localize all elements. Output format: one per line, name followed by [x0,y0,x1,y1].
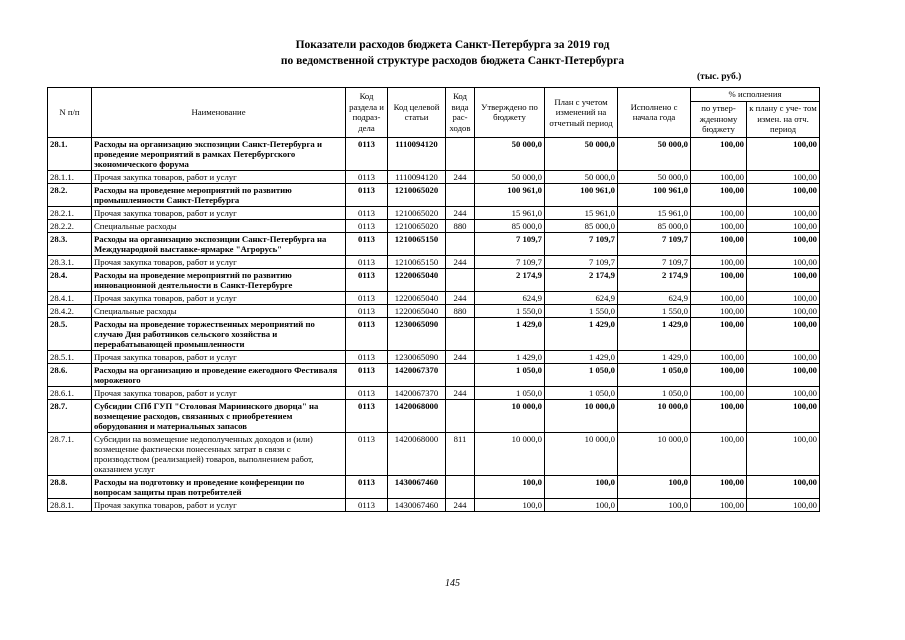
row-razdel-code: 0113 [346,268,388,291]
row-name: Прочая закупка товаров, работ и услуг [92,350,346,363]
row-executed: 50 000,0 [618,170,691,183]
row-number: 28.7. [48,399,92,432]
row-vid-code [446,183,475,206]
row-razdel-code: 0113 [346,170,388,183]
table-row [48,304,820,317]
row-pct-approved: 100,00 [691,268,747,291]
row-pct-plan: 100,00 [747,137,820,170]
row-statya-code: 1210065150 [388,232,446,255]
row-pct-approved: 100,00 [691,432,747,475]
row-executed: 1 429,0 [618,350,691,363]
units-label: (тыс. руб.) [697,72,742,82]
row-pct-plan: 100,00 [747,399,820,432]
row-executed: 15 961,0 [618,206,691,219]
row-pct-plan: 100,00 [747,350,820,363]
row-approved: 100,0 [475,475,545,498]
row-vid-code: 880 [446,304,475,317]
header-pct-group: % исполнения [691,88,820,102]
row-number: 28.5.1. [48,350,92,363]
table-row [48,268,820,291]
header-plan: План с учетом изменений на отчетный период [545,88,618,138]
row-vid-code: 244 [446,498,475,511]
row-razdel-code: 0113 [346,386,388,399]
row-approved: 85 000,0 [475,219,545,232]
row-approved: 1 550,0 [475,304,545,317]
row-number: 28.1. [48,137,92,170]
row-approved: 100,0 [475,498,545,511]
row-plan: 100,0 [545,475,618,498]
row-number: 28.6.1. [48,386,92,399]
row-vid-code: 244 [446,386,475,399]
table-row [48,137,820,170]
table-row [48,317,820,350]
header-name: Наименование [92,88,346,138]
row-approved: 1 429,0 [475,317,545,350]
row-number: 28.8. [48,475,92,498]
table-row [48,498,820,511]
row-pct-approved: 100,00 [691,350,747,363]
row-pct-approved: 100,00 [691,183,747,206]
row-executed: 1 050,0 [618,363,691,386]
row-statya-code: 1210065150 [388,255,446,268]
row-plan: 50 000,0 [545,170,618,183]
header-vid: Код вида рас- ходов [446,88,475,138]
row-razdel-code: 0113 [346,206,388,219]
row-vid-code: 244 [446,255,475,268]
row-plan: 7 109,7 [545,255,618,268]
row-plan: 100 961,0 [545,183,618,206]
row-executed: 624,9 [618,291,691,304]
row-pct-plan: 100,00 [747,219,820,232]
row-statya-code: 1430067460 [388,475,446,498]
row-razdel-code: 0113 [346,317,388,350]
row-razdel-code: 0113 [346,304,388,317]
row-statya-code: 1110094120 [388,137,446,170]
row-pct-approved: 100,00 [691,475,747,498]
row-name: Прочая закупка товаров, работ и услуг [92,498,346,511]
row-pct-approved: 100,00 [691,317,747,350]
row-name: Расходы на организацию и проведение ежегодного Фестиваля мороженого [92,363,346,386]
row-name: Прочая закупка товаров, работ и услуг [92,255,346,268]
row-razdel-code: 0113 [346,291,388,304]
table-row [48,363,820,386]
row-vid-code: 880 [446,219,475,232]
row-statya-code: 1420068000 [388,432,446,475]
row-pct-approved: 100,00 [691,498,747,511]
row-pct-approved: 100,00 [691,304,747,317]
report-title: Показатели расходов бюджета Санкт-Петербурга за 2019 год [295,39,610,51]
row-statya-code: 1220065040 [388,291,446,304]
row-razdel-code: 0113 [346,232,388,255]
row-executed: 100,0 [618,475,691,498]
row-executed: 100 961,0 [618,183,691,206]
row-name: Прочая закупка товаров, работ и услуг [92,386,346,399]
row-statya-code: 1420067370 [388,363,446,386]
row-pct-plan: 100,00 [747,475,820,498]
report-subtitle: по ведомственной структуре расходов бюджета Санкт-Петербурга [280,55,625,67]
row-number: 28.4.1. [48,291,92,304]
row-executed: 7 109,7 [618,255,691,268]
row-razdel-code: 0113 [346,183,388,206]
row-vid-code [446,317,475,350]
row-pct-approved: 100,00 [691,386,747,399]
table-body [48,137,820,511]
row-name: Расходы на организацию экспозиции Санкт-Петербурга на Международной выставке-ярмарке "Агрорусь" [92,232,346,255]
row-razdel-code: 0113 [346,432,388,475]
row-vid-code [446,232,475,255]
row-number: 28.4. [48,268,92,291]
row-pct-plan: 100,00 [747,317,820,350]
row-plan: 1 050,0 [545,363,618,386]
row-statya-code: 1210065020 [388,183,446,206]
row-executed: 2 174,9 [618,268,691,291]
row-plan: 624,9 [545,291,618,304]
row-pct-plan: 100,00 [747,232,820,255]
row-number: 28.3.1. [48,255,92,268]
page-number: 145 [445,578,460,589]
row-approved: 100 961,0 [475,183,545,206]
row-pct-plan: 100,00 [747,498,820,511]
row-name: Специальные расходы [92,219,346,232]
row-statya-code: 1430067460 [388,498,446,511]
table-row [48,350,820,363]
row-pct-plan: 100,00 [747,268,820,291]
row-number: 28.1.1. [48,170,92,183]
row-plan: 100,0 [545,498,618,511]
table-row [48,432,820,475]
table-row [48,170,820,183]
row-statya-code: 1230065090 [388,317,446,350]
row-name: Расходы на организацию экспозиции Санкт-Петербурга и проведение мероприятий в рамках Петербургского экономического форума [92,137,346,170]
row-pct-approved: 100,00 [691,206,747,219]
row-approved: 2 174,9 [475,268,545,291]
row-number: 28.5. [48,317,92,350]
row-name: Субсидии на возмещение недополученных доходов и (или) возмещение фактически понесенных затрат в связи с производством (реализацией) товаров, выполнением работ, оказанием услуг [92,432,346,475]
row-vid-code: 244 [446,206,475,219]
row-razdel-code: 0113 [346,255,388,268]
row-pct-plan: 100,00 [747,386,820,399]
row-approved: 7 109,7 [475,255,545,268]
row-razdel-code: 0113 [346,475,388,498]
row-razdel-code: 0113 [346,399,388,432]
header-pct-plan: к плану с уче- том измен. на отч. период [747,101,820,137]
row-name: Прочая закупка товаров, работ и услуг [92,170,346,183]
row-plan: 85 000,0 [545,219,618,232]
table-row [48,255,820,268]
row-pct-approved: 100,00 [691,363,747,386]
table-row [48,206,820,219]
header-razdel: Код раздела и подраз- дела [346,88,388,138]
row-pct-approved: 100,00 [691,399,747,432]
row-approved: 1 050,0 [475,386,545,399]
row-approved: 15 961,0 [475,206,545,219]
row-executed: 10 000,0 [618,432,691,475]
row-number: 28.7.1. [48,432,92,475]
row-pct-approved: 100,00 [691,255,747,268]
table-row [48,291,820,304]
row-vid-code: 244 [446,350,475,363]
row-plan: 15 961,0 [545,206,618,219]
row-executed: 1 050,0 [618,386,691,399]
row-plan: 1 050,0 [545,386,618,399]
row-number: 28.3. [48,232,92,255]
table-row [48,219,820,232]
row-plan: 10 000,0 [545,432,618,475]
row-number: 28.4.2. [48,304,92,317]
row-statya-code: 1210065020 [388,206,446,219]
row-approved: 624,9 [475,291,545,304]
row-plan: 50 000,0 [545,137,618,170]
row-number: 28.6. [48,363,92,386]
row-executed: 1 429,0 [618,317,691,350]
row-pct-plan: 100,00 [747,363,820,386]
row-plan: 1 429,0 [545,350,618,363]
row-pct-approved: 100,00 [691,137,747,170]
row-name: Расходы на проведение мероприятий по развитию инновационной деятельности в Санкт-Петербурге [92,268,346,291]
row-approved: 1 050,0 [475,363,545,386]
row-executed: 50 000,0 [618,137,691,170]
header-num: N п/п [48,88,92,138]
row-name: Прочая закупка товаров, работ и услуг [92,206,346,219]
row-name: Расходы на проведение торжественных мероприятий по случаю Дня работников сельского хозяйства и перерабатывающей промышленности [92,317,346,350]
header-statya: Код целевой статьи [388,88,446,138]
row-pct-plan: 100,00 [747,255,820,268]
row-razdel-code: 0113 [346,350,388,363]
table-row [48,183,820,206]
row-statya-code: 1420067370 [388,386,446,399]
row-number: 28.2.1. [48,206,92,219]
row-vid-code [446,363,475,386]
row-pct-plan: 100,00 [747,432,820,475]
table-row [48,475,820,498]
header-utv: Утверждено по бюджету [475,88,545,138]
row-name: Расходы на подготовку и проведение конференции по вопросам защиты прав потребителей [92,475,346,498]
row-vid-code: 244 [446,170,475,183]
table-row [48,386,820,399]
row-pct-approved: 100,00 [691,232,747,255]
row-statya-code: 1230065090 [388,350,446,363]
row-vid-code [446,475,475,498]
row-pct-plan: 100,00 [747,170,820,183]
row-name: Прочая закупка товаров, работ и услуг [92,291,346,304]
row-executed: 100,0 [618,498,691,511]
row-pct-plan: 100,00 [747,291,820,304]
row-number: 28.2. [48,183,92,206]
row-pct-plan: 100,00 [747,304,820,317]
row-pct-approved: 100,00 [691,170,747,183]
row-statya-code: 1210065020 [388,219,446,232]
row-executed: 1 550,0 [618,304,691,317]
row-name: Субсидии СПб ГУП "Столовая Мариинского дворца" на возмещение расходов, связанных с приобретением оборудования и материальных запасов [92,399,346,432]
row-approved: 50 000,0 [475,137,545,170]
row-statya-code: 1420068000 [388,399,446,432]
row-plan: 1 550,0 [545,304,618,317]
row-vid-code: 811 [446,432,475,475]
row-approved: 50 000,0 [475,170,545,183]
row-pct-plan: 100,00 [747,183,820,206]
table-row [48,399,820,432]
row-razdel-code: 0113 [346,219,388,232]
row-executed: 7 109,7 [618,232,691,255]
row-vid-code [446,399,475,432]
row-statya-code: 1220065040 [388,268,446,291]
row-name: Расходы на проведение мероприятий по развитию промышленности Санкт-Петербурга [92,183,346,206]
table-row [48,232,820,255]
row-vid-code [446,268,475,291]
row-razdel-code: 0113 [346,137,388,170]
row-approved: 10 000,0 [475,432,545,475]
row-name: Специальные расходы [92,304,346,317]
row-approved: 10 000,0 [475,399,545,432]
row-plan: 7 109,7 [545,232,618,255]
row-statya-code: 1110094120 [388,170,446,183]
budget-table [47,87,820,512]
row-pct-approved: 100,00 [691,219,747,232]
row-vid-code [446,137,475,170]
row-plan: 1 429,0 [545,317,618,350]
row-approved: 1 429,0 [475,350,545,363]
row-executed: 10 000,0 [618,399,691,432]
row-number: 28.8.1. [48,498,92,511]
row-razdel-code: 0113 [346,498,388,511]
row-vid-code: 244 [446,291,475,304]
row-number: 28.2.2. [48,219,92,232]
row-approved: 7 109,7 [475,232,545,255]
row-statya-code: 1220065040 [388,304,446,317]
row-plan: 10 000,0 [545,399,618,432]
header-pct-utv: по утвер- жденному бюджету [691,101,747,137]
row-plan: 2 174,9 [545,268,618,291]
row-executed: 85 000,0 [618,219,691,232]
row-pct-approved: 100,00 [691,291,747,304]
row-pct-plan: 100,00 [747,206,820,219]
header-isp: Исполнено с начала года [618,88,691,138]
row-razdel-code: 0113 [346,363,388,386]
